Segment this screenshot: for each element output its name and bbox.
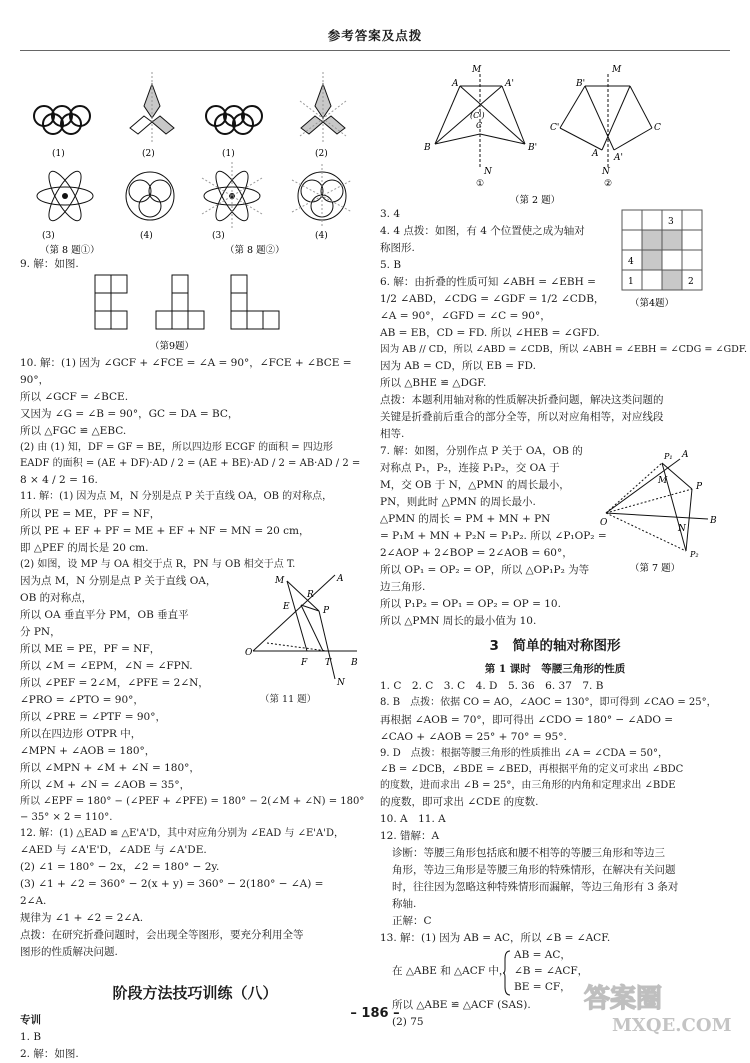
- brace-icon: [502, 949, 512, 997]
- q7-line6: = P₁M + MN + P₂N = P₁P₂. 所以 ∠P₁OP₂ =: [380, 529, 607, 542]
- q11-line14: 所以 ∠PRE = ∠PTF = 90°，: [20, 710, 166, 723]
- q11-line2: 所以 PE = ME，PF = NF，: [20, 507, 161, 520]
- watermark-text: 答案圈: [584, 984, 663, 1014]
- fig7-label: N: [678, 523, 686, 534]
- fig11-label: R: [307, 589, 314, 600]
- q11-line3: 所以 PE + EF + PF = ME + EF + NF = MN = 20 cm，: [20, 524, 310, 537]
- fig7-label: P₂: [690, 549, 699, 559]
- fig7-label: M: [658, 475, 668, 486]
- q11-figure-block: [20, 573, 370, 826]
- left-column: [20, 56, 370, 1063]
- fig7-label: O: [600, 517, 608, 528]
- q10-line8: 8 × 4 / 2 = 16.: [20, 474, 98, 487]
- q12-note2: 图形的性质解决问题.: [20, 946, 118, 959]
- q11-line4: 即 △PEF 的周长是 20 cm.: [20, 541, 149, 554]
- q11-line13: ∠PRO = ∠PTO = 90°，: [20, 693, 144, 706]
- q11-line7: OB 的对称点，: [20, 591, 93, 604]
- r-line7: ∠A = 90°，∠GFD = ∠C = 90°，: [380, 310, 551, 322]
- fig2-label: A': [505, 79, 514, 89]
- fig4-num: 2: [688, 277, 694, 287]
- r-line14: 相等.: [380, 427, 405, 440]
- right-column: [380, 56, 748, 1031]
- q11-line18: 所以 ∠M + ∠N = ∠AOB = 35°，: [20, 778, 191, 791]
- q11-line8: 所以 OA 垂直平分 PM，OB 垂直平: [20, 608, 189, 621]
- q11-line16: ∠MPN + ∠AOB = 180°，: [20, 744, 156, 757]
- q10-line6: (2) 由 (1) 知，DF = GF = BE，所以四边形 ECGF 的面积 = 四边形: [20, 442, 333, 453]
- q10-line4: 又因为 ∠G = ∠B = 90°，GC = DA = BC，: [20, 408, 239, 420]
- figure-9-drawing: [20, 273, 370, 355]
- b-line4: ∠CAO + ∠AOB = 25° + 70° = 95°.: [380, 730, 567, 743]
- q13-eq2: ∠B = ∠ACF，: [514, 965, 589, 978]
- fig2-label: C: [476, 121, 483, 130]
- q3-7-block: [380, 206, 748, 443]
- q12-line4: (3) ∠1 + ∠2 = 360° − 2(x + y) = 360° − 2(180° − ∠A) =: [20, 878, 324, 891]
- q12-line6: 规律为 ∠1 + ∠2 = 2∠A.: [20, 912, 144, 925]
- q11-line11: 所以 ∠M = ∠EPM，∠N = ∠FPN.: [20, 659, 193, 672]
- fig8-sub3: (3): [42, 231, 55, 241]
- q11-line5: (2) 如图，设 MP 与 OA 相交于点 R，PN 与 OB 相交于点 T.: [20, 558, 296, 570]
- q11-line9: 分 PN，: [20, 625, 61, 638]
- q10-line1: 10. 解：(1) 因为 ∠GCF + ∠FCE = ∠A = 90°，∠FCE + ∠BCE =: [20, 357, 352, 369]
- r-line6: 1/2 ∠ABD，∠CDG = ∠GDF = 1/2 ∠CDB，: [380, 293, 605, 305]
- b-line14: 称轴.: [392, 898, 417, 911]
- q12-line3: (2) ∠1 = 180° − 2x，∠2 = 180° − 2y.: [20, 861, 220, 874]
- q7-line9: 边三角形.: [380, 580, 426, 593]
- r-line3: 称图形.: [380, 242, 415, 254]
- fig8-sub4b: (4): [315, 231, 328, 241]
- b-line11: 诊断：等腰三角形包括底和腰不相等的等腰三角形和等边三: [392, 847, 665, 860]
- b-line3: 再根据 ∠AOB = 70°，即可得出 ∠CDO = 180° − ∠ADO =: [380, 713, 674, 726]
- b-line9: 10. A 11. A: [380, 813, 446, 826]
- fig2-label: (C'): [470, 111, 485, 120]
- q11-line6: 因为点 M，N 分别是点 P 关于直线 OA，: [20, 574, 217, 587]
- r-line5: 6. 解：由折叠的性质可知 ∠ABH = ∠EBH =: [380, 276, 596, 288]
- kite: [130, 116, 152, 134]
- fig11-label: F: [301, 657, 308, 668]
- fig11-label: B: [351, 657, 358, 668]
- kite: [323, 116, 345, 134]
- fig8-sub4: (4): [140, 231, 153, 241]
- fig8-sub1b: (1): [222, 149, 235, 159]
- r-line1: 3. 4: [380, 208, 401, 220]
- fig11-label: A: [337, 573, 344, 584]
- header-rule: [20, 50, 730, 51]
- fig7-label: B: [710, 515, 717, 526]
- q7-line3: M，交 OB 于 N，△PMN 的周长最小，: [380, 478, 570, 491]
- q7-block: [380, 443, 730, 630]
- fig7-caption: （第 7 题）: [630, 562, 681, 574]
- figure-2: [380, 56, 730, 206]
- fig2-sub1: ①: [476, 179, 485, 189]
- q13-eq3: BE = CF，: [514, 981, 571, 994]
- fig2-label: N: [484, 167, 492, 177]
- b-line8: 的度数，即可求出 ∠CDE 的度数.: [380, 796, 539, 809]
- b-line12: 角形，等边三角形是等腰三角形的特殊情形，在解决有关问题: [392, 864, 676, 877]
- fig8-caption-1: （第 8 题①）: [40, 245, 100, 256]
- q12-line1: 12. 解：(1) △EAD ≌ △E'A'D，其中对应角分别为 ∠EAD 与 ∠E'A'D，: [20, 828, 344, 840]
- figure-8-drawing: [20, 56, 370, 256]
- tail-line3: 2. 解：如图.: [20, 1047, 79, 1060]
- b-line5: 9. D 点拨：根据等腰三角形的性质推出 ∠A = ∠CDA = 50°，: [380, 747, 668, 759]
- fig2-label: M: [472, 65, 482, 75]
- b-line6: ∠B = ∠DCB，∠BDE = ∠BED，再根据平角的定义可求出 ∠BDC: [380, 763, 684, 775]
- fig2-label: B': [576, 79, 586, 89]
- b-line15: 正解：C: [392, 915, 432, 928]
- r-line12: 点拨：本题利用轴对称的性质解决折叠问题，解决这类问题的: [380, 393, 664, 406]
- q12-line2: ∠AED 与 ∠A'E'D，∠ADE 与 ∠A'DE.: [20, 844, 207, 857]
- q7-line2: 对称点 P₁，P₂，连接 P₁P₂，交 OA 于: [380, 461, 560, 474]
- fig8-sub2b: (2): [315, 149, 328, 159]
- fig2-sub2: ②: [604, 179, 613, 189]
- b-line22: (2) 75: [392, 1016, 424, 1029]
- kite: [152, 116, 174, 134]
- watermark-logo: [578, 977, 738, 1035]
- r-line9: 因为 AB // CD，所以 ∠ABD = ∠CDB，所以 ∠ABH = ∠EBH = ∠CDG = ∠GDF.: [380, 344, 748, 355]
- fig2-label: B': [528, 143, 538, 153]
- r-line8: AB = EB，CD = FD. 所以 ∠HEB = ∠GFD.: [380, 327, 600, 339]
- fig2-label: N: [602, 167, 610, 177]
- q11-line1: 11. 解：(1) 因为点 M，N 分别是点 P 关于直线 OA，OB 的对称点，: [20, 491, 333, 503]
- q10-line2: 90°，: [20, 374, 50, 386]
- b-line21: 所以 △ABE ≌ △ACF (SAS).: [392, 999, 531, 1012]
- r-line2: 4. 4 点拨：如图，有 4 个位置使之成为轴对: [380, 225, 585, 237]
- q12-line5: 2∠A.: [20, 895, 47, 908]
- fig7-label: P: [696, 481, 703, 492]
- kite: [301, 116, 323, 134]
- q7-line5: △PMN 的周长 = PM + MN + PN: [380, 512, 551, 525]
- q7-line4: PN，则此时 △PMN 的周长最小.: [380, 495, 536, 508]
- b-line10: 12. 错解：A: [380, 830, 440, 843]
- fig11-label: P: [323, 605, 330, 616]
- q13-intro: 在 △ABE 和 △ACF 中，: [392, 965, 510, 978]
- fig2-caption: （第 2 题）: [510, 195, 561, 206]
- q11-line12: 所以 ∠PEF = 2∠M，∠PFE = 2∠N，: [20, 676, 209, 689]
- b-line13: 时，往往因为忽略这种特殊情形而漏解，等边三角形有 3 条对: [392, 881, 679, 894]
- fig4-num: 3: [668, 217, 674, 227]
- b-line16: 13. 解：(1) 因为 AB = AC，所以 ∠B = ∠ACF.: [380, 932, 611, 945]
- fig11-label: T: [325, 657, 332, 668]
- q11-line10: 所以 ME = PE，PF = NF，: [20, 642, 161, 655]
- fig2-label: M: [612, 65, 622, 75]
- q11-line15: 所以在四边形 OTPR 中，: [20, 727, 142, 740]
- q11-line17: 所以 ∠MPN + ∠M + ∠N = 180°，: [20, 761, 200, 774]
- fig4-caption: （第4题）: [630, 298, 675, 309]
- fig7-label: A: [682, 449, 689, 460]
- r-line4: 5. B: [380, 259, 402, 271]
- q10-line3: 所以 ∠GCF = ∠BCE.: [20, 391, 129, 403]
- fig4-num: 1: [628, 277, 634, 287]
- fig8-sub2: (2): [142, 149, 155, 159]
- figure-2-drawing: [380, 56, 730, 206]
- fig11-label: N: [337, 677, 345, 688]
- q11-line19: 所以 ∠EPF = 180° − (∠PEF + ∠PFE) = 180° − 2(∠M + ∠N) = 180° − 35° × 2 = 110°.: [20, 795, 365, 823]
- r-line11: 所以 △BHE ≌ △DGF.: [380, 376, 487, 389]
- b-line1: 1. C 2. C 3. C 4. D 5. 36 6. 37 7. B: [380, 680, 604, 693]
- fig2-label: B: [424, 143, 431, 153]
- q10-line7: EADF 的面积 = (AE + DF)·AD / 2 = (AE + BE)·AD / 2 = AB·AD / 2 =: [20, 458, 361, 470]
- fig8-caption-2: （第 8 题②）: [225, 245, 285, 256]
- tail-line1: 专训: [20, 1013, 41, 1026]
- watermark-sub: MXQE.COM: [612, 1015, 732, 1036]
- q7-line1: 7. 解：如图，分别作点 P 关于 OA，OB 的: [380, 444, 583, 457]
- figure-11-drawing: [245, 571, 365, 691]
- q9: 9. 解：如图.: [20, 258, 79, 270]
- q12-note1: 点拨：在研究折叠问题时，会出现全等图形，要充分利用全等: [20, 929, 304, 942]
- q7-line11: 所以 △PMN 周长的最小值为 10.: [380, 614, 537, 627]
- fig2-label: C': [550, 123, 560, 133]
- q10-line5: 所以 △FGC ≌ △EBC.: [20, 425, 127, 437]
- fig4-num: 4: [628, 257, 634, 267]
- figure-9: [20, 273, 370, 355]
- q13-eq1: AB = AC，: [514, 949, 571, 962]
- q7-line7: 2∠AOP + 2∠BOP = 2∠AOB = 60°，: [380, 546, 573, 559]
- section-title-stage: 阶段方法技巧训练（八）: [112, 984, 278, 1003]
- r-line10: 因为 AB = CD，所以 EB = FD.: [380, 359, 536, 372]
- fig7-label: P₁: [664, 451, 673, 461]
- fig8-sub1: (1): [52, 149, 65, 159]
- figure-8: [20, 56, 370, 256]
- subsection-title: 第 1 课时 等腰三角形的性质: [484, 663, 626, 676]
- b-line2: 8. B 点拨：依据 CO = AO，∠AOC = 130°，即可得到 ∠CAO = 25°，: [380, 697, 717, 709]
- figure-4-drawing: [620, 208, 710, 320]
- watermark-drawing: [578, 977, 738, 1035]
- page-number: – 186 –: [350, 1006, 400, 1021]
- fig9-caption: （第9题）: [150, 341, 195, 352]
- fig11-caption: （第 11 题）: [260, 693, 317, 705]
- r-line13: 关键是折叠前后重合的部分全等，所以对应角相等，对应线段: [380, 410, 664, 423]
- fig2-label: A': [614, 153, 623, 163]
- fig2-label: A: [592, 149, 599, 159]
- figure-7-drawing: [600, 443, 720, 573]
- tail-line2: 1. B: [20, 1030, 42, 1043]
- fig2-label: C: [654, 123, 661, 133]
- fig8-sub3b: (3): [212, 231, 225, 241]
- fig11-label: M: [275, 575, 285, 586]
- q7-line10: 所以 P₁P₂ = OP₁ = OP₂ = OP = 10.: [380, 597, 561, 610]
- section-title-3: 3 简单的轴对称图形: [489, 637, 621, 654]
- fig11-label: O: [245, 647, 253, 658]
- fig11-label: E: [283, 601, 290, 612]
- b-line7: 的度数，进而求出 ∠B = 25°，由三角形的内角和定理求出 ∠BDE: [380, 779, 676, 791]
- q7-line8: 所以 OP₁ = OP₂ = OP，所以 △OP₁P₂ 为等: [380, 563, 590, 576]
- page-header: 参考答案及点拨: [327, 28, 423, 43]
- fig2-label: A: [452, 79, 459, 89]
